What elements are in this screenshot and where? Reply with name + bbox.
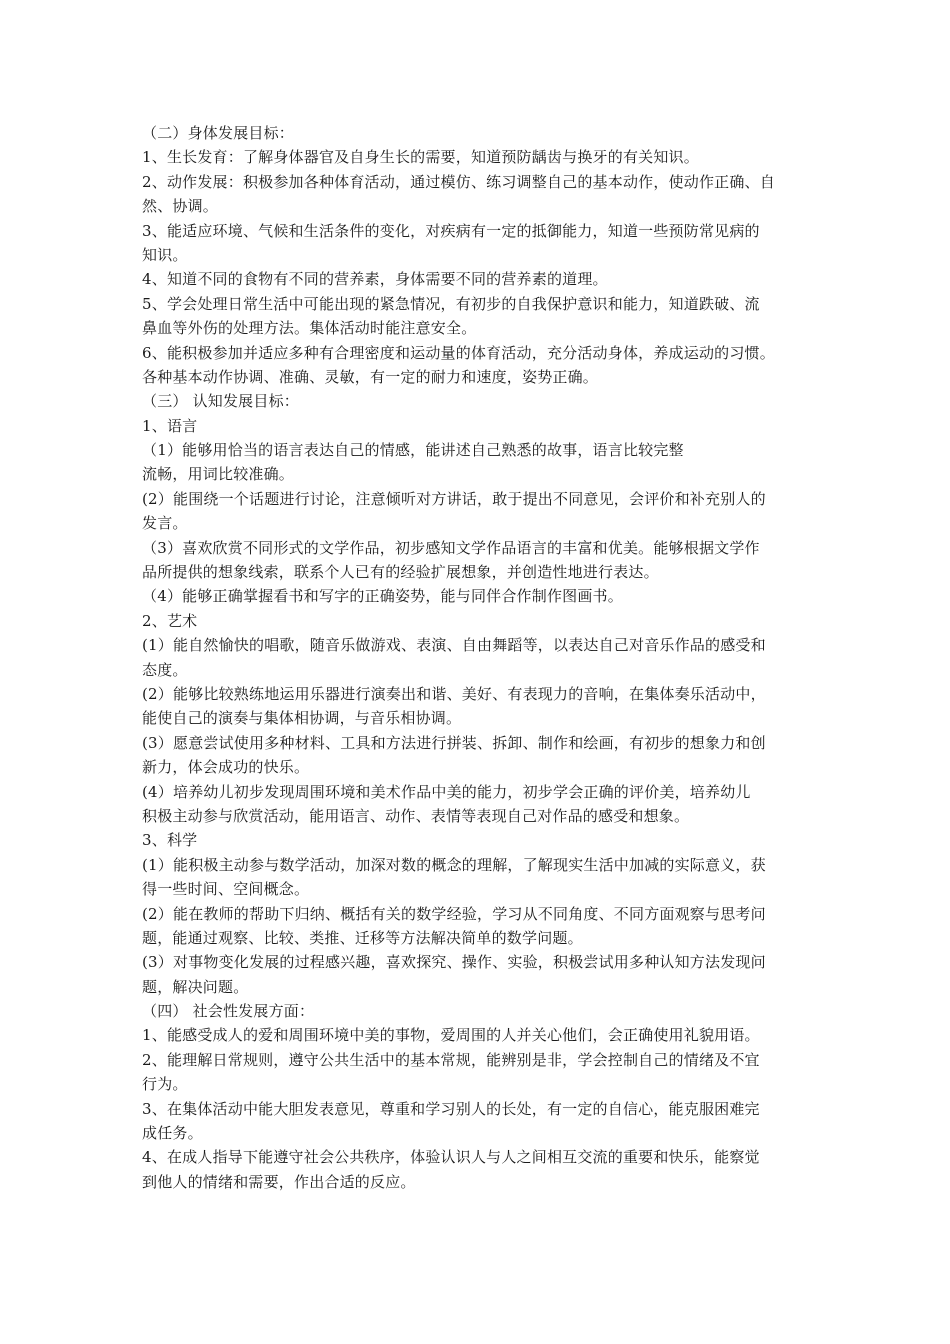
text-line: 各种基本动作协调、准确、灵敏，有一定的耐力和速度，姿势正确。	[142, 367, 599, 386]
text-line: 题，解决问题。	[142, 977, 249, 996]
text-line: 鼻血等外伤的处理方法。集体活动时能注意安全。	[142, 319, 477, 338]
text-line: （二）身体发展目标：	[142, 124, 295, 142]
text-line: 得一些时间、空间概念。	[142, 880, 310, 899]
text-line: 3、科学	[142, 831, 198, 850]
text-line: 1、生长发育：了解身体器官及自身生长的需要，知道预防龋齿与换牙的有关知识。	[142, 148, 699, 167]
text-line: 然、协调。	[142, 197, 219, 216]
text-line: （4）能够正确掌握看书和写字的正确姿势，能与同伴合作制作图画书。	[142, 587, 623, 606]
text-line: 2、动作发展：积极参加各种体育活动，通过模仿、练习调整自己的基本动作，使动作正确、自	[142, 172, 775, 191]
text-line: （三） 认知发展目标：	[142, 392, 299, 411]
document-body	[142, 121, 814, 1194]
text-line: 4、知道不同的食物有不同的营养素，身体需要不同的营养素的道理。	[142, 270, 608, 289]
text-line: （四） 社会性发展方面：	[142, 1002, 315, 1021]
text-line: (3）愿意尝试使用多种材料、工具和方法进行拼装、拆卸、制作和绘画，有初步的想象力和创	[142, 733, 766, 752]
text-line: (3）对事物变化发展的过程感兴趣，喜欢探究、操作、实验，积极尝试用多种认知方法发现问	[142, 953, 766, 972]
text-line: 到他人的情绪和需要，作出合适的反应。	[142, 1172, 416, 1191]
text-line: 6、能积极参加并适应多种有合理密度和运动量的体育活动，充分活动身体，养成运动的习惯。	[142, 343, 775, 362]
text-line: (2）能够比较熟练地运用乐器进行演奏出和谐、美好、有表现力的音响，在集体奏乐活动中，	[142, 684, 766, 703]
text-line: 能使自己的演奏与集体相协调，与音乐相协调。	[142, 709, 462, 728]
text-line: 4、在成人指导下能遵守社会公共秩序，体验认识人与人之间相互交流的重要和快乐，能察觉	[142, 1148, 760, 1167]
text-line: （1）能够用恰当的语言表达自己的情感，能讲述自己熟悉的故事，语言比较完整	[142, 441, 684, 460]
text-line: (1）能自然愉快的唱歌，随音乐做游戏、表演、自由舞蹈等，以表达自己对音乐作品的感受和	[142, 636, 766, 655]
text-line: 品所提供的想象线索，联系个人已有的经验扩展想象，并创造性地进行表达。	[142, 563, 659, 582]
text-line: （3）喜欢欣赏不同形式的文学作品，初步感知文学作品语言的丰富和优美。能够根据文学作	[142, 538, 760, 557]
text-line: 发言。	[142, 514, 188, 533]
text-line: 5、学会处理日常生活中可能出现的紧急情况，有初步的自我保护意识和能力，知道跌破、流	[142, 294, 760, 313]
text-line: 积极主动参与欣赏活动，能用语言、动作、表情等表现自己对作品的感受和想象。	[142, 806, 690, 825]
text-line: 流畅，用词比较准确。	[142, 465, 295, 484]
text-line: 新力，体会成功的快乐。	[142, 758, 310, 777]
text-line: (2）能在教师的帮助下归纳、概括有关的数学经验，学习从不同角度、不同方面观察与思考问	[142, 904, 766, 923]
text-line: 3、能适应环境、气候和生活条件的变化，对疾病有一定的抵御能力，知道一些预防常见病的	[142, 221, 760, 240]
text-line: (1）能积极主动参与数学活动，加深对数的概念的理解，了解现实生活中加减的实际意义，获	[142, 855, 766, 874]
text-line: 2、能理解日常规则，遵守公共生活中的基本常规，能辨别是非，学会控制自己的情绪及不宜	[142, 1050, 760, 1069]
text-line: (4）培养幼儿初步发现周围环境和美术作品中美的能力，初步学会正确的评价美，培养幼儿	[142, 782, 751, 801]
text-line: (2）能围绕一个话题进行讨论，注意倾听对方讲话，敢于提出不同意见，会评价和补充别人的	[142, 489, 766, 508]
text-line: 2、艺术	[142, 611, 198, 630]
text-line: 态度。	[142, 660, 188, 679]
text-line: 知识。	[142, 245, 188, 264]
text-line: 题，能通过观察、比较、类推、迁移等方法解决简单的数学问题。	[142, 928, 583, 947]
text-line: 成任务。	[142, 1124, 203, 1143]
text-line: 行为。	[142, 1075, 188, 1094]
text-line: 1、语言	[142, 416, 198, 435]
text-line: 1、能感受成人的爱和周围环境中美的事物，爱周围的人并关心他们，会正确使用礼貌用语。	[142, 1026, 760, 1045]
text-line: 3、在集体活动中能大胆发表意见，尊重和学习别人的长处，有一定的自信心，能克服困难完	[142, 1099, 760, 1118]
